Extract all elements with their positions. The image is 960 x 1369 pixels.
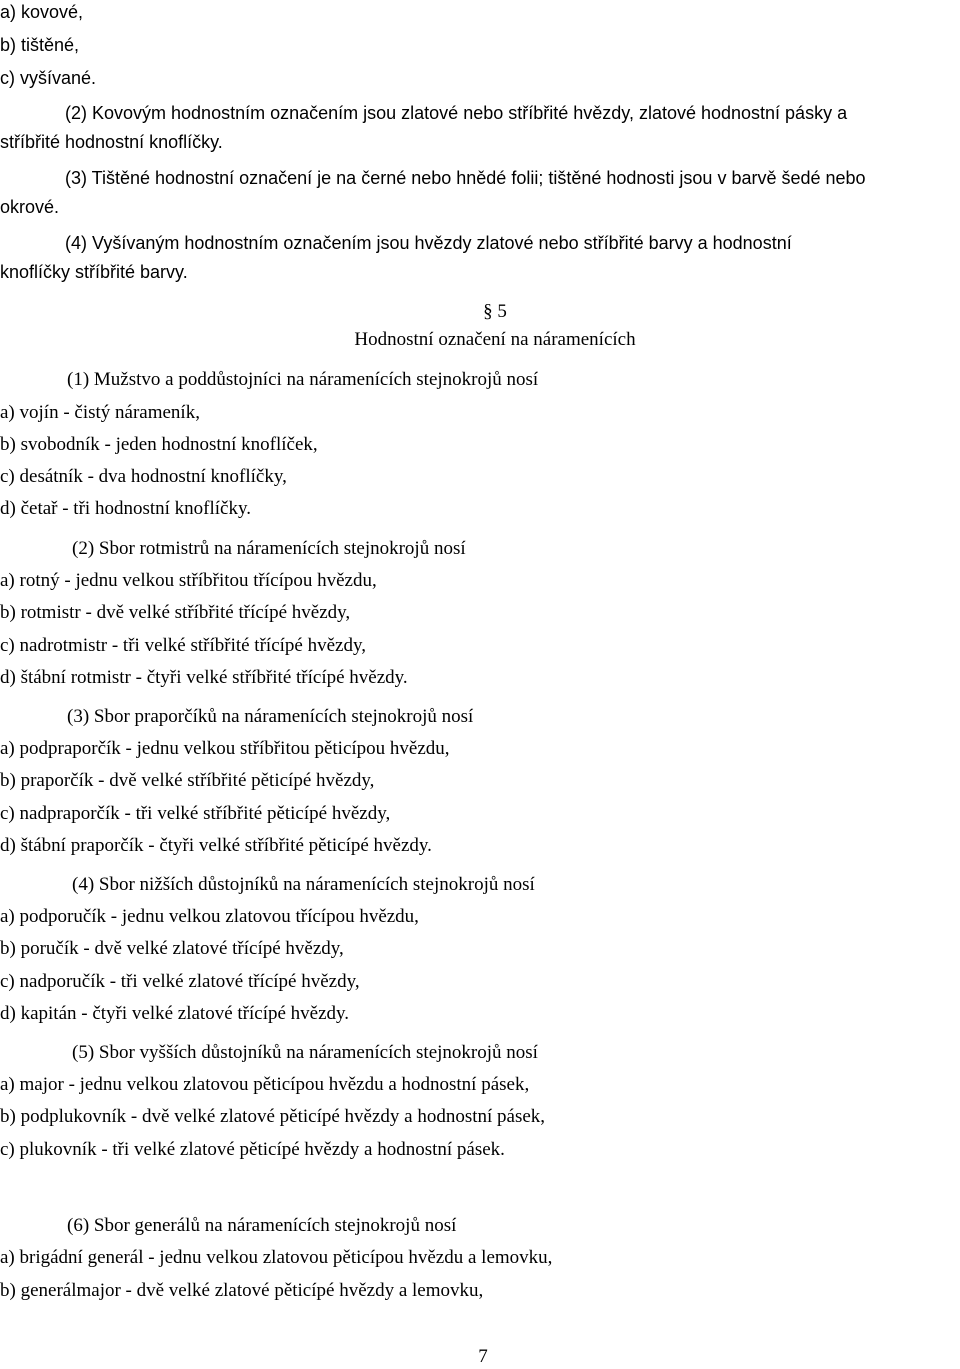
list-item: c) nadrotmistr - tři velké stříbřité třícípé hvězdy, [0,635,366,656]
group-heading: (2) Sbor rotmistrů na náramenících stejnokrojů nosí [72,538,466,559]
section-title: Hodnostní označení na náramenících [354,329,636,350]
paragraph-line: stříbřité hodnostní knoflíčky. [0,132,223,152]
group-heading: (3) Sbor praporčíků na náramenících stejnokrojů nosí [67,706,474,727]
list-item: c) desátník - dva hodnostní knoflíčky, [0,466,287,487]
paragraph-line: (3) Tištěné hodnostní označení je na černé nebo hnědé folii; tištěné hodnosti jsou v barvě šedé nebo [65,168,866,188]
list-item: c) vyšívané. [0,68,97,88]
paragraph-line: okrové. [0,197,60,217]
list-item: c) plukovník - tři velké zlatové pěticípé hvězdy a hodnostní pásek. [0,1139,505,1160]
list-item: b) svobodník - jeden hodnostní knoflíček, [0,434,318,455]
list-item: a) brigádní generál - jednu velkou zlatovou pěticípou hvězdu a lemovku, [0,1247,553,1268]
list-item: a) kovové, [0,2,84,22]
list-item: b) podplukovník - dvě velké zlatové pěticípé hvězdy a hodnostní pásek, [0,1106,546,1127]
paragraph-line: (2) Kovovým hodnostním označením jsou zlatové nebo stříbřité hvězdy, zlatové hodnostní pásky a [65,103,848,123]
paragraph-line: (4) Vyšívaným hodnostním označením jsou hvězdy zlatové nebo stříbřité barvy a hodnostní [65,233,792,253]
list-item: d) četař - tři hodnostní knoflíčky. [0,498,251,519]
list-item: b) rotmistr - dvě velké stříbřité třícípé hvězdy, [0,602,351,623]
list-item: a) major - jednu velkou zlatovou pěticípou hvězdu a hodnostní pásek, [0,1074,530,1095]
list-item: b) poručík - dvě velké zlatové třícípé hvězdy, [0,938,344,959]
list-item: a) rotný - jednu velkou stříbřitou třícípou hvězdu, [0,570,377,591]
list-item: a) podpraporčík - jednu velkou stříbřitou pěticípou hvězdu, [0,738,450,759]
list-item: b) tištěné, [0,35,80,55]
list-item: a) vojín - čistý nárameník, [0,402,200,423]
group-heading: (1) Mužstvo a poddůstojníci na náramenících stejnokrojů nosí [67,369,539,390]
page-number: 7 [478,1346,488,1367]
list-item: b) praporčík - dvě velké stříbřité pěticípé hvězdy, [0,770,375,791]
group-heading: (4) Sbor nižších důstojníků na náramenících stejnokrojů nosí [72,874,535,895]
paragraph-line: knoflíčky stříbřité barvy. [0,262,188,282]
list-item: b) generálmajor - dvě velké zlatové pěticípé hvězdy a lemovku, [0,1280,484,1301]
group-heading: (5) Sbor vyšších důstojníků na náramenících stejnokrojů nosí [72,1042,538,1063]
list-item: c) nadpraporčík - tři velké stříbřité pěticípé hvězdy, [0,803,391,824]
group-heading: (6) Sbor generálů na náramenících stejnokrojů nosí [67,1215,457,1236]
list-item: d) kapitán - čtyři velké zlatové třícípé hvězdy. [0,1003,350,1024]
section-number: § 5 [483,301,507,322]
list-item: a) podporučík - jednu velkou zlatovou třícípou hvězdu, [0,906,419,927]
list-item: c) nadporučík - tři velké zlatové třícípé hvězdy, [0,971,360,992]
list-item: d) štábní rotmistr - čtyři velké stříbřité třícípé hvězdy. [0,667,408,688]
list-item: d) štábní praporčík - čtyři velké stříbřité pěticípé hvězdy. [0,835,432,856]
